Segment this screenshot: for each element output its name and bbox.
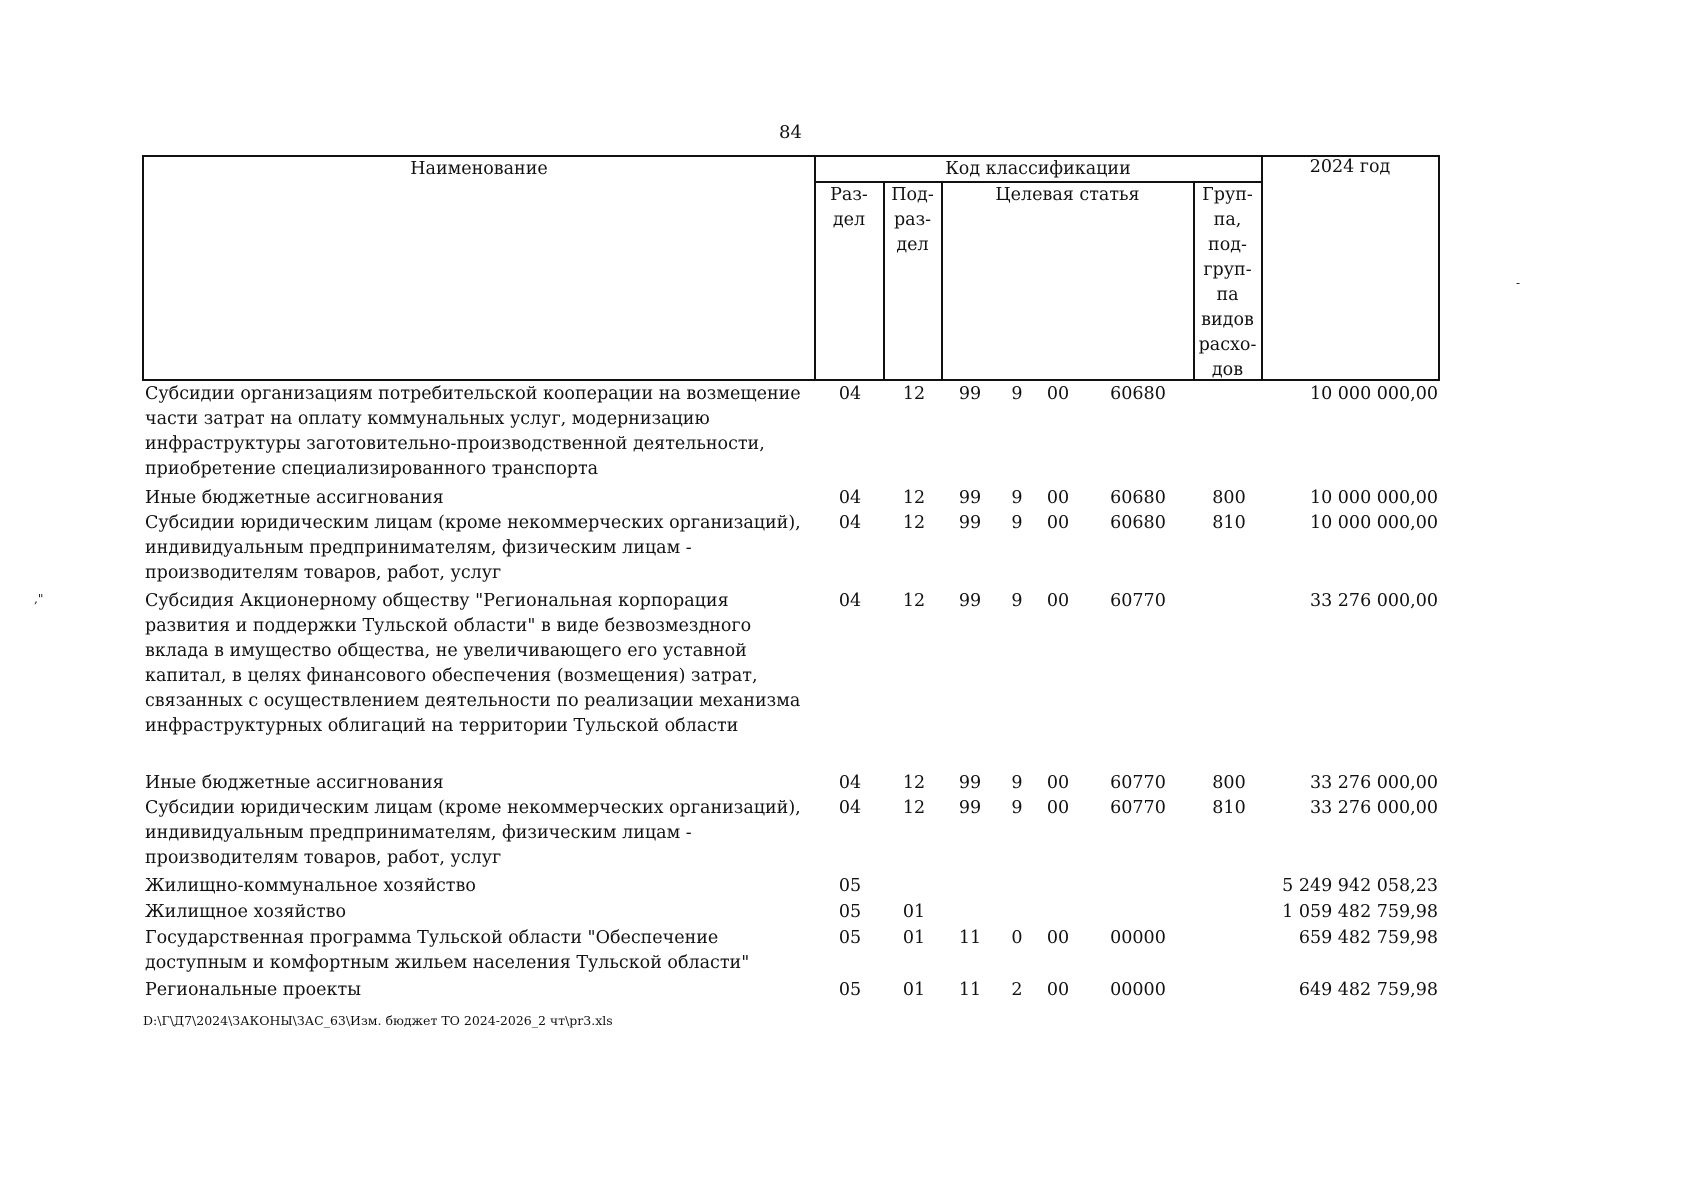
row-name: Иные бюджетные ассигнования [145, 773, 444, 793]
row-razdel: 04 [838, 384, 862, 404]
row-target-2: 2 [1011, 980, 1023, 1000]
row-target-1: 99 [958, 488, 982, 508]
row-target-3: 00 [1046, 384, 1070, 404]
row-target-3: 00 [1046, 773, 1070, 793]
header-target-article: Целевая статья [995, 185, 1140, 205]
row-value: 649 482 759,98 [1298, 980, 1438, 1000]
row-target-3: 00 [1046, 928, 1070, 948]
row-razdel: 04 [838, 488, 862, 508]
row-razdel: 04 [838, 513, 862, 533]
row-name: Региональные проекты [145, 980, 362, 1000]
row-target-1: 99 [958, 384, 982, 404]
row-target-4: 00000 [1110, 928, 1166, 948]
row-target-1: 99 [958, 798, 982, 818]
row-value: 1 059 482 759,98 [1282, 902, 1438, 922]
row-name: Жилищное хозяйство [145, 902, 347, 922]
row-podrazdel: 01 [902, 980, 926, 1000]
row-target-4: 60680 [1110, 513, 1166, 533]
row-value: 10 000 000,00 [1309, 513, 1438, 533]
row-podrazdel: 12 [902, 591, 926, 611]
table-header [142, 155, 1440, 381]
row-value: 33 276 000,00 [1309, 798, 1438, 818]
scan-mark: ," [34, 592, 44, 606]
row-podrazdel: 12 [902, 384, 926, 404]
row-razdel: 05 [838, 902, 862, 922]
row-razdel: 05 [838, 980, 862, 1000]
row-value: 33 276 000,00 [1309, 591, 1438, 611]
row-target-3: 00 [1046, 591, 1070, 611]
row-value: 33 276 000,00 [1309, 773, 1438, 793]
header-expense-group: Груп- па, под- груп- па видов расхо- дов [1198, 185, 1257, 380]
row-target-1: 11 [958, 980, 982, 1000]
row-name: Государственная программа Тульской области "Обеспечение доступным и комфортным жильем населения Тульской области" [145, 928, 750, 973]
header-year: 2024 год [1309, 157, 1391, 177]
row-target-1: 99 [958, 773, 982, 793]
row-target-4: 60680 [1110, 384, 1166, 404]
row-name: Субсидия Акционерному обществу "Региональная корпорация развития и поддержки Тульской области" в виде безвозмездного вклада в имущество общества, не увеличивающего его уставной капитал, в целях финансового обеспечения (возмещения) затрат, связанных с осуществлением деятельности по реализации механизма инфраструктурных облигаций на территории Тульской области [145, 591, 801, 736]
row-target-2: 9 [1011, 513, 1023, 533]
row-target-1: 99 [958, 513, 982, 533]
row-name: Субсидии организациям потребительской кооперации на возмещение части затрат на оплату коммунальных услуг, модернизацию инфраструктуры заготовительно-производственной деятельности, приобретение специализированного транспорта [145, 384, 801, 479]
row-group: 800 [1212, 773, 1246, 793]
row-target-3: 00 [1046, 488, 1070, 508]
row-razdel: 05 [838, 928, 862, 948]
row-target-4: 60770 [1110, 798, 1166, 818]
header-name: Наименование [410, 159, 548, 179]
row-target-2: 9 [1011, 591, 1023, 611]
row-razdel: 04 [838, 591, 862, 611]
row-target-4: 60770 [1110, 591, 1166, 611]
row-target-4: 00000 [1110, 980, 1166, 1000]
row-target-1: 99 [958, 591, 982, 611]
row-podrazdel: 12 [902, 488, 926, 508]
row-razdel: 04 [838, 798, 862, 818]
row-target-3: 00 [1046, 980, 1070, 1000]
row-target-3: 00 [1046, 798, 1070, 818]
row-group: 810 [1212, 798, 1246, 818]
row-podrazdel: 01 [902, 928, 926, 948]
file-path-footer: D:\Г\Д7\2024\ЗАКОНЫ\ЗАС_63\Изм. бюджет ТО 2024-2026_2 чт\pr3.xls [143, 1013, 613, 1028]
row-value: 10 000 000,00 [1309, 488, 1438, 508]
row-target-3: 00 [1046, 513, 1070, 533]
row-target-2: 9 [1011, 384, 1023, 404]
header-code-group: Код классификации [945, 159, 1131, 179]
row-name: Субсидии юридическим лицам (кроме некоммерческих организаций), индивидуальным предпринимателям, физическим лицам - производителям товаров, работ, услуг [145, 513, 801, 583]
row-podrazdel: 12 [902, 773, 926, 793]
row-group: 810 [1212, 513, 1246, 533]
row-value: 659 482 759,98 [1298, 928, 1438, 948]
row-target-2: 9 [1011, 488, 1023, 508]
header-subsection: Под- раз- дел [891, 185, 934, 255]
row-podrazdel: 12 [902, 798, 926, 818]
header-section: Раз- дел [830, 185, 868, 230]
scan-mark: - [1516, 276, 1521, 290]
page-number: 84 [779, 122, 802, 143]
row-podrazdel: 12 [902, 513, 926, 533]
row-value: 5 249 942 058,23 [1282, 876, 1438, 896]
row-razdel: 04 [838, 773, 862, 793]
row-podrazdel: 01 [902, 902, 926, 922]
row-group: 800 [1212, 488, 1246, 508]
row-target-4: 60770 [1110, 773, 1166, 793]
row-name: Иные бюджетные ассигнования [145, 488, 444, 508]
row-razdel: 05 [838, 876, 862, 896]
row-target-2: 9 [1011, 773, 1023, 793]
row-name: Жилищно-коммунальное хозяйство [145, 876, 476, 896]
row-target-2: 0 [1011, 928, 1023, 948]
row-name: Субсидии юридическим лицам (кроме некоммерческих организаций), индивидуальным предпринимателям, физическим лицам - производителям товаров, работ, услуг [145, 798, 801, 868]
row-target-2: 9 [1011, 798, 1023, 818]
row-target-1: 11 [958, 928, 982, 948]
row-value: 10 000 000,00 [1309, 384, 1438, 404]
row-target-4: 60680 [1110, 488, 1166, 508]
